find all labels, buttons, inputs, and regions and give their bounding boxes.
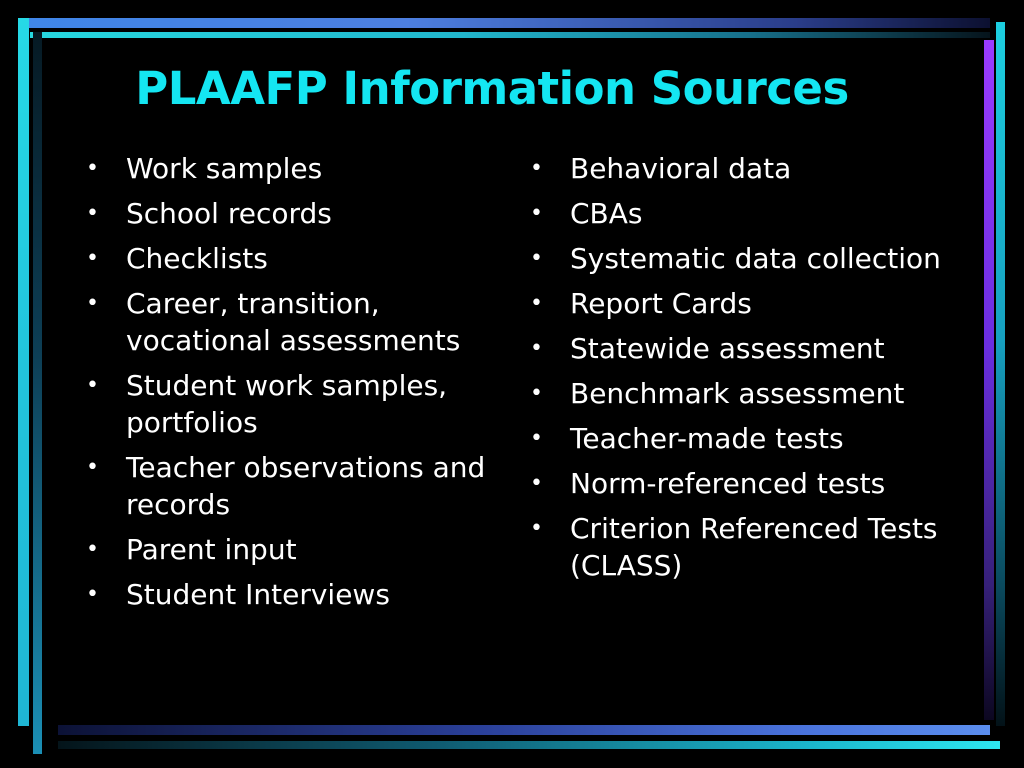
list-item-text: Checklists [126,242,268,275]
bullet-icon: • [86,156,99,181]
list-item [530,195,950,232]
list-item [530,510,950,584]
frame-bar-bottom-outer [58,725,990,735]
bullet-icon: • [530,156,543,181]
list-item [86,195,496,232]
list-item [86,285,496,359]
bullet-icon: • [530,516,543,541]
list-item-text: School records [126,197,332,230]
list-item [86,531,496,568]
list-item [530,420,950,457]
list-item [86,240,496,277]
list-item-text: Work samples [126,152,323,185]
slide-title: PLAAFP Information Sources [135,62,849,115]
list-item-text: Norm-referenced tests [570,467,886,500]
list-item-text: Systematic data collection [570,242,941,275]
bullet-icon: • [86,582,99,607]
list-item-text: Benchmark assessment [570,377,905,410]
bullet-icon: • [530,246,543,271]
bullet-icon: • [530,336,543,361]
list-item [530,150,950,187]
bullet-icon: • [530,381,543,406]
list-item [86,576,496,613]
frame-bar-right-outer [996,22,1005,726]
list-item [530,240,950,277]
frame-bar-bottom-inner [58,741,1000,749]
bullet-icon: • [530,426,543,451]
bullet-icon: • [86,455,99,480]
bullet-icon: • [86,246,99,271]
list-item [86,449,496,523]
bullet-icon: • [530,201,543,226]
list-item-text: Student work samples, portfolios [126,369,448,439]
list-item [86,150,496,187]
list-item [530,330,950,367]
frame-bar-right-inner [984,40,994,720]
list-item-text: Parent input [126,533,297,566]
bullet-icon: • [86,537,99,562]
list-item-text: Behavioral data [570,152,792,185]
list-item-text: Student Interviews [126,578,390,611]
list-item [530,465,950,502]
frame-bar-left-inner [33,32,42,754]
list-item-text: Statewide assessment [570,332,885,365]
list-item [530,285,950,322]
left-bullet-list [86,150,496,621]
bullet-icon: • [530,291,543,316]
list-item-text: CBAs [570,197,643,230]
frame-bar-left-outer [18,18,29,726]
list-item-text: Report Cards [570,287,752,320]
list-item-text: Career, transition, vocational assessments [126,287,461,357]
bullet-icon: • [530,471,543,496]
list-item [530,375,950,412]
list-item-text: Teacher-made tests [570,422,844,455]
bullet-icon: • [86,201,99,226]
bullet-icon: • [86,291,99,316]
list-item-text: Teacher observations and records [126,451,486,521]
right-bullet-list [530,150,950,592]
list-item-text: Criterion Referenced Tests (CLASS) [570,512,938,582]
frame-bar-top-outer [18,18,990,28]
bullet-icon: • [86,373,99,398]
frame-bar-top-inner [30,32,990,38]
list-item [86,367,496,441]
